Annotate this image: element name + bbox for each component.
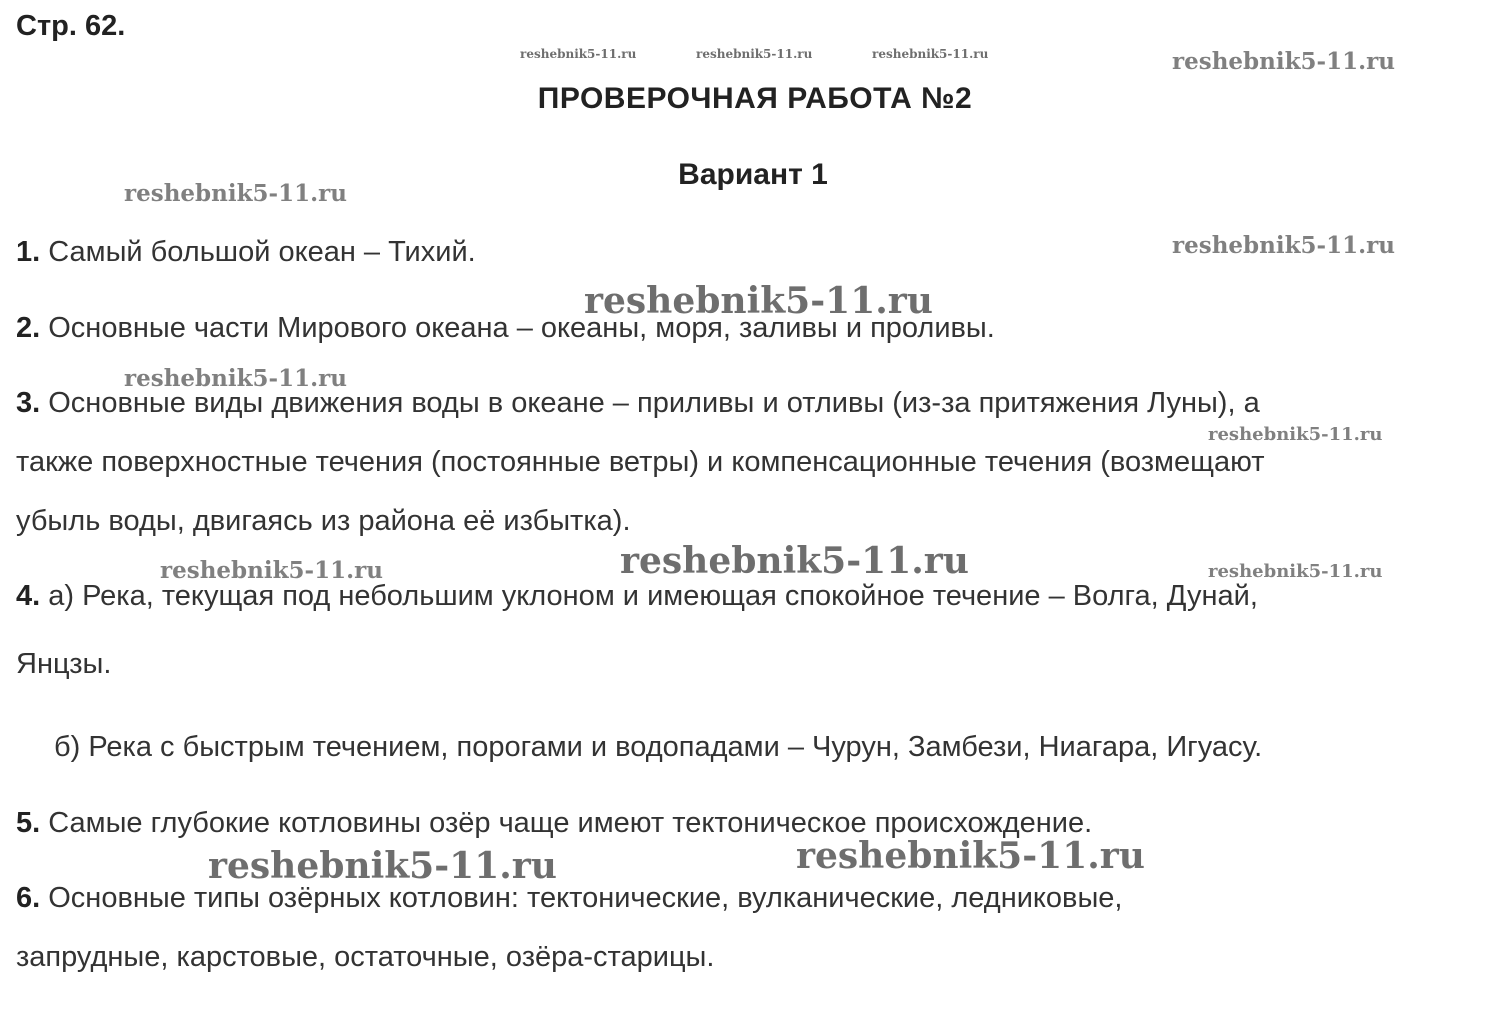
answer-number: 3.	[16, 387, 41, 419]
answer-4-continuation: Янцзы.	[16, 648, 112, 680]
watermark: reshebnik5-11.ru	[1208, 561, 1383, 582]
watermark: reshebnik5-11.ru	[520, 47, 637, 61]
answer-number: 1.	[16, 236, 41, 268]
watermark: reshebnik5-11.ru	[584, 280, 933, 322]
answer-4	[16, 580, 1258, 613]
watermark: reshebnik5-11.ru	[696, 47, 813, 61]
answer-1	[16, 236, 476, 269]
answer-text: Основные виды движения воды в океане – приливы и отливы (из-за притяжения Луны), а	[40, 387, 1260, 419]
answer-text: Основные части Мирового океана – океаны, моря, заливы и проливы.	[40, 312, 995, 344]
answer-text: а) Река, текущая под небольшим уклоном и имеющая спокойное течение – Волга, Дунай,	[40, 580, 1258, 612]
watermark: reshebnik5-11.ru	[1172, 48, 1395, 75]
watermark: reshebnik5-11.ru	[208, 845, 557, 887]
page-number: Стр. 62.	[16, 10, 126, 42]
answer-text: Основные типы озёрных котловин: тектонические, вулканические, ледниковые,	[40, 882, 1123, 914]
answer-4-part-b: б) Река с быстрым течением, порогами и водопадами – Чурун, Замбези, Ниагара, Игуасу.	[54, 731, 1263, 763]
variant-heading: Вариант 1	[678, 158, 828, 191]
answer-6	[16, 882, 1123, 915]
watermark: reshebnik5-11.ru	[1172, 232, 1395, 259]
answer-number: 2.	[16, 312, 41, 344]
watermark: reshebnik5-11.ru	[796, 835, 1145, 877]
answer-6-continuation: запрудные, карстовые, остаточные, озёра-старицы.	[16, 941, 715, 973]
watermark: reshebnik5-11.ru	[124, 180, 347, 207]
answer-3-continuation: также поверхностные течения (постоянные ветры) и компенсационные течения (возмещают	[16, 446, 1265, 478]
answer-text: Самый большой океан – Тихий.	[40, 236, 476, 268]
watermark: reshebnik5-11.ru	[124, 365, 347, 392]
answer-number: 5.	[16, 807, 41, 839]
answer-number: 4.	[16, 580, 41, 612]
watermark: reshebnik5-11.ru	[160, 557, 383, 584]
answer-3-continuation: убыль воды, двигаясь из района её избытка).	[16, 505, 631, 537]
watermark: reshebnik5-11.ru	[620, 540, 969, 582]
watermark: reshebnik5-11.ru	[872, 47, 989, 61]
answer-text: Самые глубокие котловины озёр чаще имеют тектоническое происхождение.	[40, 807, 1093, 839]
answer-number: 6.	[16, 882, 41, 914]
watermark: reshebnik5-11.ru	[1208, 424, 1383, 445]
page-title: ПРОВЕРОЧНАЯ РАБОТА №2	[537, 82, 973, 115]
